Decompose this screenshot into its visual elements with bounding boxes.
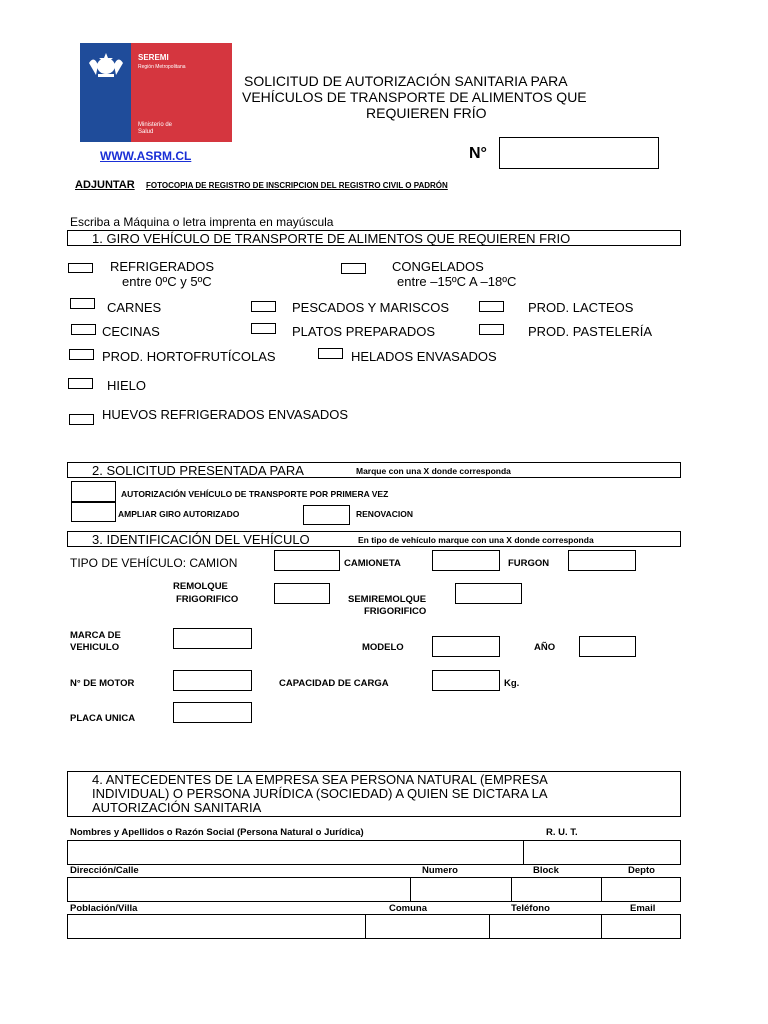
marca-label-1: MARCA DE [70,630,121,641]
congelados-range: entre –15ºC A –18ºC [397,274,517,289]
section2-header [67,462,681,478]
hielo-label: HIELO [107,378,147,393]
section3-header [67,531,681,547]
checkbox-hielo[interactable] [68,378,93,389]
telefono-label: Teléfono [511,903,550,914]
modelo-field[interactable] [432,636,500,657]
number-field[interactable] [499,137,659,169]
capacidad-field[interactable] [432,670,500,691]
semiremolque-label-1: SEMIREMOLQUE [348,594,427,605]
placa-label: PLACA UNICA [70,713,136,724]
pescados-label: PESCADOS Y MARISCOS [292,300,450,315]
comuna-field[interactable] [365,914,490,939]
block-label: Block [533,865,559,876]
section1-header [67,230,681,246]
anio-field[interactable] [579,636,636,657]
section1-title: 1. GIRO VEHÍCULO DE TRANSPORTE DE ALIMENTOS QUE REQUIEREN FRIO [92,231,571,246]
renovacion-label: RENOVACION [356,509,413,519]
camion-field[interactable] [274,550,340,571]
title-line-3: REQUIEREN FRÍO [366,105,487,121]
lacteos-label: PROD. LACTEOS [528,300,634,315]
email-field[interactable] [601,914,681,939]
remolque-label-1: REMOLQUE [173,581,228,592]
checkbox-platos[interactable] [251,323,276,334]
section4-header [67,771,681,817]
carnes-label: CARNES [107,300,162,315]
checkbox-hortofruticolas[interactable] [69,349,94,360]
refrigerados-range: entre 0ºC y 5ºC [122,274,212,289]
rut-label: R. U. T. [546,827,578,838]
checkbox-helados[interactable] [318,348,343,359]
email-label: Email [630,903,656,914]
logo-ministry-1: Ministerio de [138,122,173,128]
marca-field[interactable] [173,628,252,649]
coat-of-arms-icon [86,51,126,79]
huevos-label: HUEVOS REFRIGERADOS ENVASADOS [102,407,349,422]
semiremolque-field[interactable] [455,583,522,604]
furgon-field[interactable] [568,550,636,571]
refrigerados-label: REFRIGERADOS [110,259,215,274]
logo-ministry-2: Salud [138,129,154,135]
logo-red-panel [131,43,232,142]
section4-line-2: INDIVIDUAL) O PERSONA JURÍDICA (SOCIEDAD) A QUIEN SE DICTARA LA [92,786,548,801]
adjuntar-text: FOTOCOPIA DE REGISTRO DE INSCRIPCION DEL REGISTRO CIVIL O PADRÓN [146,181,448,190]
comuna-label: Comuna [389,903,427,914]
checkbox-lacteos[interactable] [479,301,504,312]
checkbox-renovacion[interactable] [303,505,350,525]
section4-line-3: AUTORIZACIÓN SANITARIA [92,800,262,815]
cecinas-label: CECINAS [102,324,160,339]
capacidad-label: CAPACIDAD DE CARGA [279,678,389,689]
motor-field[interactable] [173,670,252,691]
semiremolque-label-2: FRIGORIFICO [364,606,427,617]
logo-title: SEREMI [138,53,169,62]
depto-field[interactable] [601,877,681,902]
remolque-label-2: FRIGORIFICO [176,594,239,605]
nombres-field[interactable] [67,840,524,865]
hortofruticolas-label: PROD. HORTOFRUTÍCOLAS [102,349,276,364]
section3-title: 3. IDENTIFICACIÓN DEL VEHÍCULO [92,532,310,547]
adjuntar-label: ADJUNTAR [75,179,135,191]
depto-label: Depto [628,865,655,876]
section2-hint: Marque con una X donde corresponda [356,466,511,476]
anio-label: AÑO [534,642,556,653]
title-line-2: VEHÍCULOS DE TRANSPORTE DE ALIMENTOS QUE [242,89,587,105]
camioneta-label: CAMIONETA [344,558,401,569]
section4-line-1: 4. ANTECEDENTES DE LA EMPRESA SEA PERSONA NATURAL (EMPRESA [92,772,548,787]
logo-region: Región Metropolitana [138,64,186,70]
helados-label: HELADOS ENVASADOS [351,349,497,364]
checkbox-pasteleria[interactable] [479,324,504,335]
checkbox-ampliar[interactable] [71,502,116,522]
tipo-vehiculo-label: TIPO DE VEHÍCULO: CAMION [70,556,238,570]
checkbox-pescados[interactable] [251,301,276,312]
kg-label: Kg. [504,678,520,689]
seremi-logo [80,43,232,142]
pasteleria-label: PROD. PASTELERÍA [528,324,653,339]
number-label: N° [469,145,487,162]
checkbox-huevos[interactable] [69,414,94,425]
telefono-field[interactable] [489,914,602,939]
congelados-label: CONGELADOS [392,259,484,274]
checkbox-primera-vez[interactable] [71,481,116,502]
instructions: Escriba a Máquina o letra imprenta en mayúscula [70,215,334,229]
marca-label-2: VEHICULO [70,642,120,653]
poblacion-label: Población/Villa [70,903,138,914]
numero-field[interactable] [410,877,512,902]
remolque-field[interactable] [274,583,330,604]
platos-label: PLATOS PREPARADOS [292,324,436,339]
modelo-label: MODELO [362,642,404,653]
direccion-label: Dirección/Calle [70,865,139,876]
furgon-label: FURGON [508,558,550,569]
placa-field[interactable] [173,702,252,723]
nombres-label: Nombres y Apellidos o Razón Social (Persona Natural o Jurídica) [70,827,364,838]
primera-vez-label: AUTORIZACIÓN VEHÍCULO DE TRANSPORTE POR PRIMERA VEZ [121,489,389,499]
section2-title: 2. SOLICITUD PRESENTADA PARA [92,463,304,478]
camioneta-field[interactable] [432,550,500,571]
checkbox-cecinas[interactable] [71,324,96,335]
website-link[interactable]: WWW.ASRM.CL [100,149,192,163]
logo-blue-panel [80,43,131,142]
section3-hint: En tipo de vehículo marque con una X donde corresponda [358,535,594,545]
title-line-1: SOLICITUD DE AUTORIZACIÓN SANITARIA PARA [244,73,568,89]
checkbox-refrigerados[interactable] [68,263,93,273]
numero-label: Numero [422,865,458,876]
checkbox-carnes[interactable] [70,298,95,309]
checkbox-congelados[interactable] [341,263,366,274]
ampliar-label: AMPLIAR GIRO AUTORIZADO [118,509,240,519]
poblacion-field[interactable] [67,914,366,939]
motor-label: N° DE MOTOR [70,678,135,689]
rut-field[interactable] [523,840,681,865]
block-field[interactable] [511,877,602,902]
direccion-field[interactable] [67,877,411,902]
